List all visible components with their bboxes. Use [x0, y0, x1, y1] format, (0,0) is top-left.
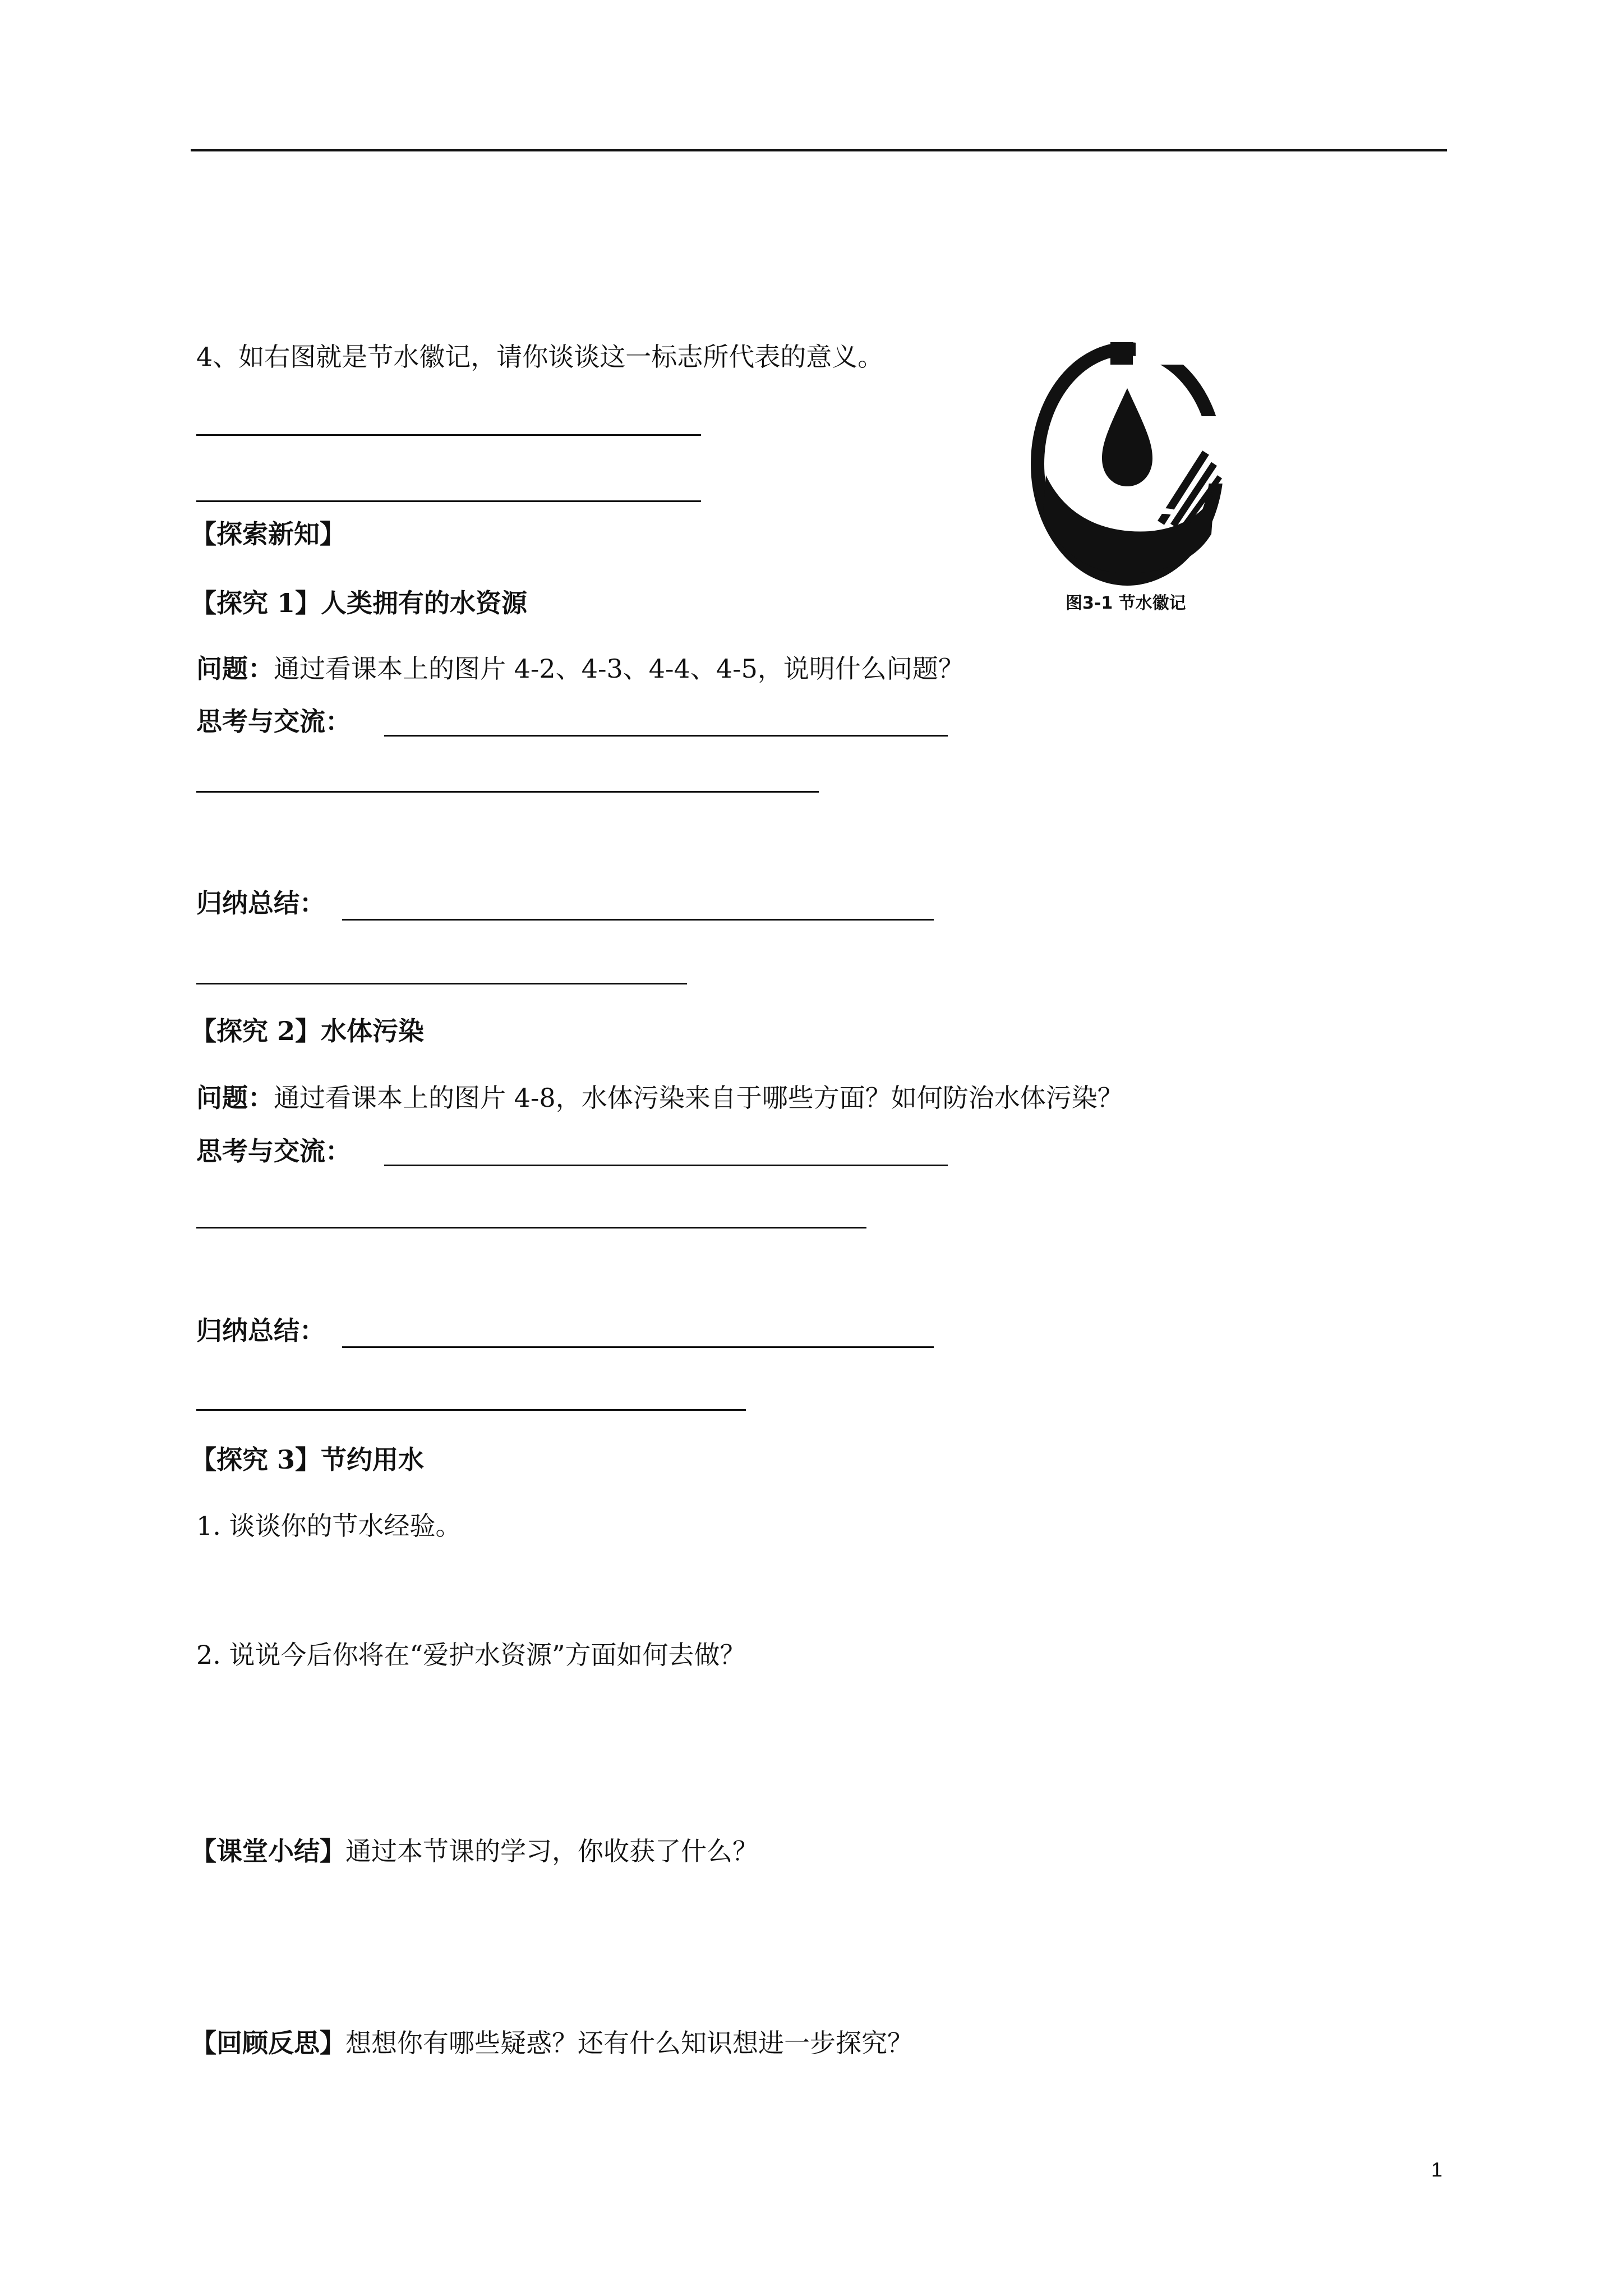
- class-summary-label: 【课堂小结】: [191, 1836, 345, 1866]
- answer-line[interactable]: [196, 500, 701, 502]
- reflection: [191, 2026, 913, 2060]
- summary-label: 归纳总结：: [196, 1315, 325, 1346]
- inquiry-2-question: [196, 1081, 1123, 1115]
- question-text: 通过看课本上的图片 4-8，水体污染来自于哪些方面？如何防治水体污染？: [274, 1083, 1123, 1113]
- answer-line[interactable]: [196, 791, 819, 793]
- question-text: 通过看课本上的图片 4-2、4-3、4-4、4-5，说明什么问题？: [274, 654, 964, 684]
- think-label: 思考与交流：: [196, 1136, 351, 1166]
- page-number: 1: [1431, 2158, 1443, 2181]
- reflection-label: 【回顾反思】: [191, 2028, 345, 2058]
- inquiry-2-heading: 【探究 2】水体污染: [191, 1016, 425, 1046]
- reflection-text: 想想你有哪些疑惑？还有什么知识想进一步探究？: [345, 2028, 913, 2058]
- class-summary-text: 通过本节课的学习，你收获了什么？: [345, 1836, 758, 1866]
- answer-line[interactable]: [196, 434, 701, 436]
- inquiry-3-heading: 【探究 3】节约用水: [191, 1444, 425, 1475]
- answer-line[interactable]: [342, 919, 934, 921]
- think-label: 思考与交流：: [196, 706, 351, 737]
- answer-line[interactable]: [384, 1165, 948, 1166]
- inquiry-1-heading: 【探究 1】人类拥有的水资源: [191, 588, 528, 618]
- question-label: 问题：: [196, 1083, 274, 1113]
- inquiry-3-item-2: 2. 说说今后你将在“爱护水资源”方面如何去做？: [196, 1640, 746, 1670]
- inquiry-1-question: [196, 652, 964, 685]
- answer-line[interactable]: [384, 735, 948, 737]
- answer-line[interactable]: [196, 1409, 746, 1411]
- section-heading: 【探索新知】: [191, 519, 345, 549]
- summary-label: 归纳总结：: [196, 888, 325, 918]
- figure-caption: 图3-1 节水徽记: [1066, 593, 1186, 613]
- answer-line[interactable]: [196, 983, 687, 984]
- answer-line[interactable]: [196, 1227, 866, 1228]
- header-rule: [191, 149, 1447, 151]
- water-saving-emblem-icon: [1021, 332, 1234, 590]
- class-summary: [191, 1834, 758, 1868]
- question-4: 4、如右图就是节水徽记，请你谈谈这一标志所代表的意义。: [196, 342, 884, 372]
- answer-line[interactable]: [342, 1346, 934, 1348]
- inquiry-3-item-1: 1. 谈谈你的节水经验。: [196, 1511, 462, 1541]
- question-label: 问题：: [196, 654, 274, 684]
